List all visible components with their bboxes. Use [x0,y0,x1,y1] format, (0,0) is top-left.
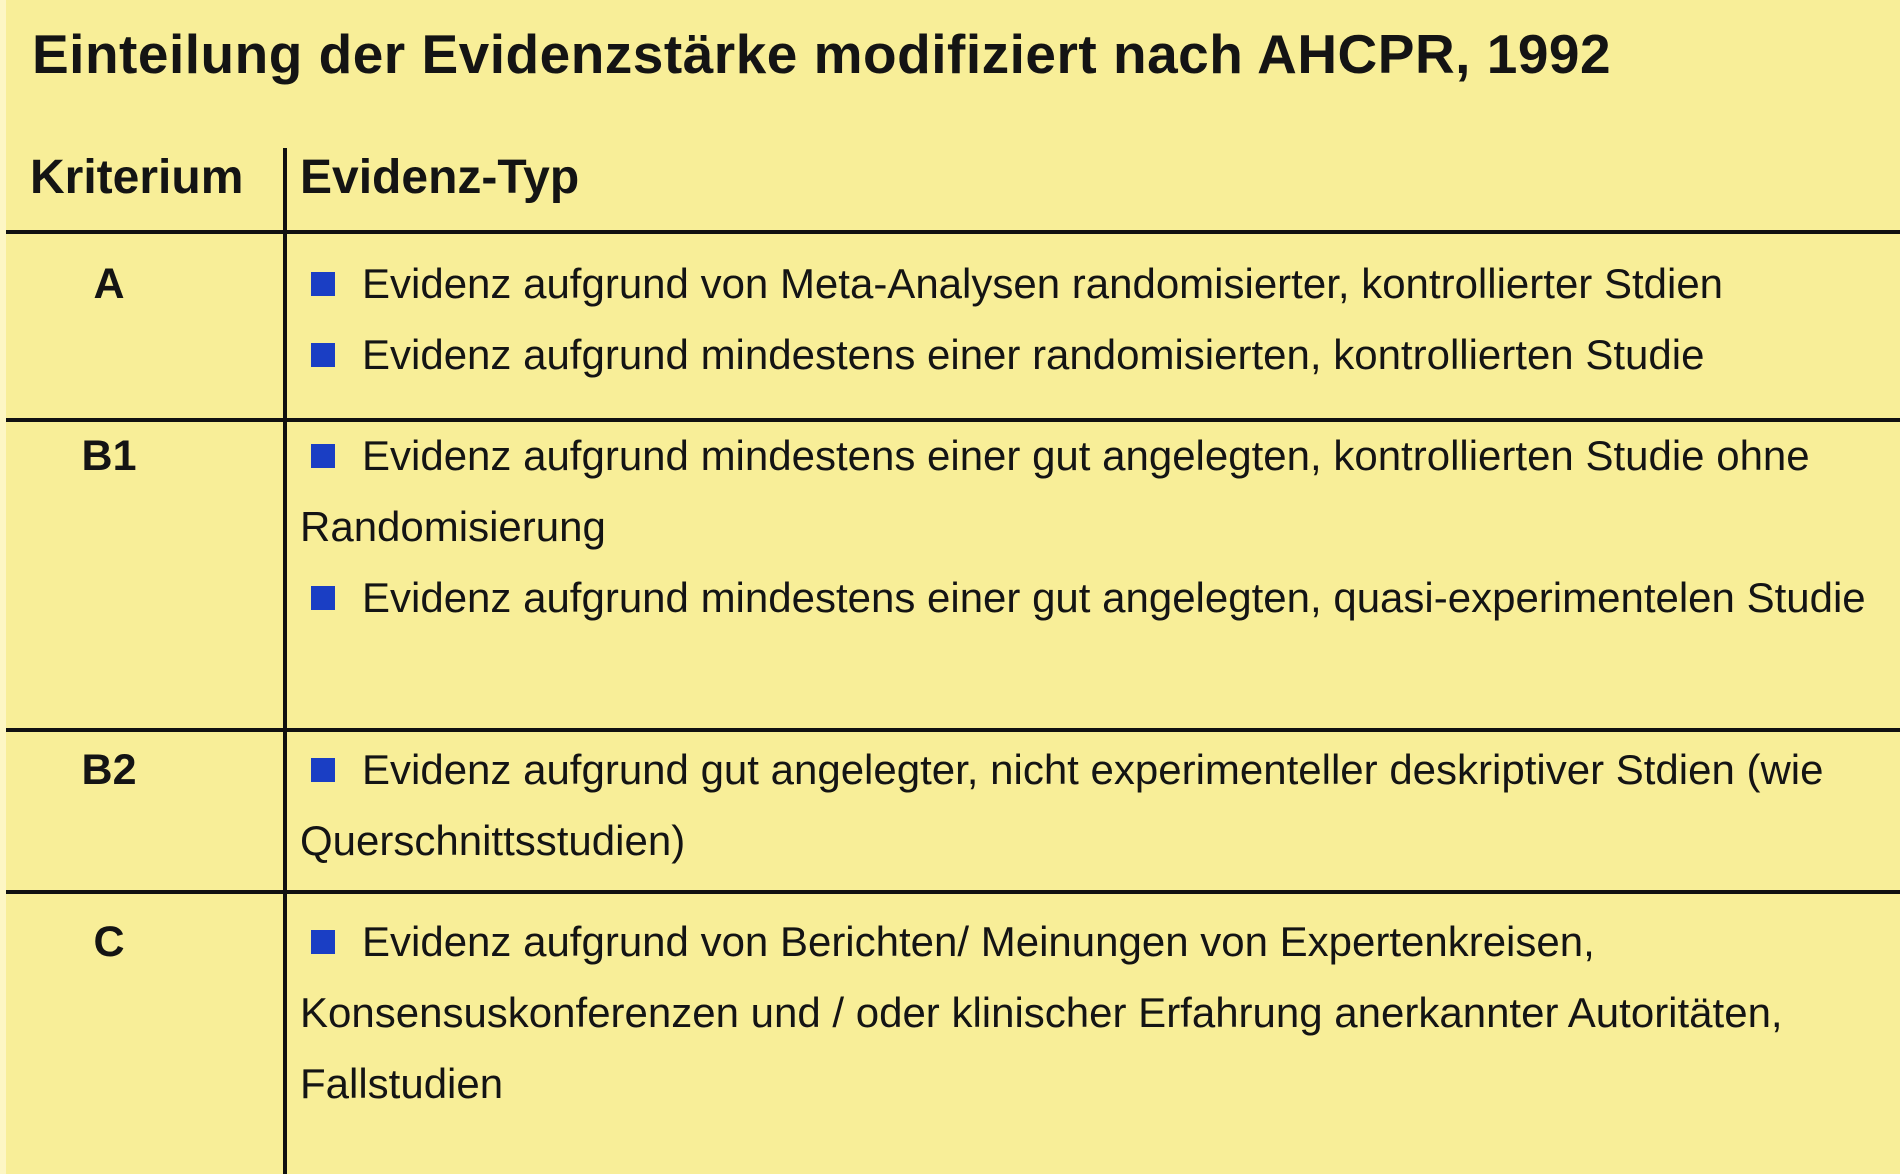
criterion-a: A [93,260,125,308]
list-item [300,420,1880,562]
evidence-cell-b2 [300,734,1880,876]
header-evidence-type: Evidenz-Typ [300,151,580,204]
column-divider [283,148,287,1174]
list-item [300,319,1880,390]
square-bullet-icon [311,586,335,610]
header-criterion: Kriterium [30,151,244,204]
page-title: Einteilung der Evidenzstärke modifiziert nach AHCPR, 1992 [32,23,1612,85]
row-divider [6,728,1900,732]
square-bullet-icon [311,343,335,367]
evidence-cell-b1 [300,420,1880,633]
list-item-text: Evidenz aufgrund mindestens einer randomisierten, kontrollierten Studie [362,331,1705,378]
list-item-text: Evidenz aufgrund von Meta-Analysen randomisierter, kontrollierter Stdien [362,260,1724,307]
list-item [300,734,1880,876]
criterion-b2: B2 [81,746,137,794]
evidence-cell-a [300,248,1880,390]
square-bullet-icon [311,272,335,296]
square-bullet-icon [311,444,335,468]
list-item-text: Evidenz aufgrund von Berichten/ Meinungen von Expertenkreisen, Konsensuskonferenzen und / oder klinischer Erfahrung anerkannter Autoritäten, Fallstudien [300,918,1783,1107]
criterion-c: C [93,918,125,966]
header-rule [6,230,1900,234]
list-item [300,562,1880,633]
list-item-text: Evidenz aufgrund mindestens einer gut angelegten, quasi-experimentelen Studie [362,574,1866,621]
evidence-cell-c [300,906,1880,1119]
row-divider [6,890,1900,894]
square-bullet-icon [311,758,335,782]
left-edge [0,0,6,1174]
criterion-b1: B1 [81,432,137,480]
list-item-text: Evidenz aufgrund mindestens einer gut angelegten, kontrollierten Studie ohne Randomisierung [300,432,1810,550]
square-bullet-icon [311,930,335,954]
list-item-text: Evidenz aufgrund gut angelegter, nicht experimenteller deskriptiver Stdien (wie Querschnittsstudien) [300,746,1824,864]
list-item [300,248,1880,319]
list-item [300,906,1880,1119]
